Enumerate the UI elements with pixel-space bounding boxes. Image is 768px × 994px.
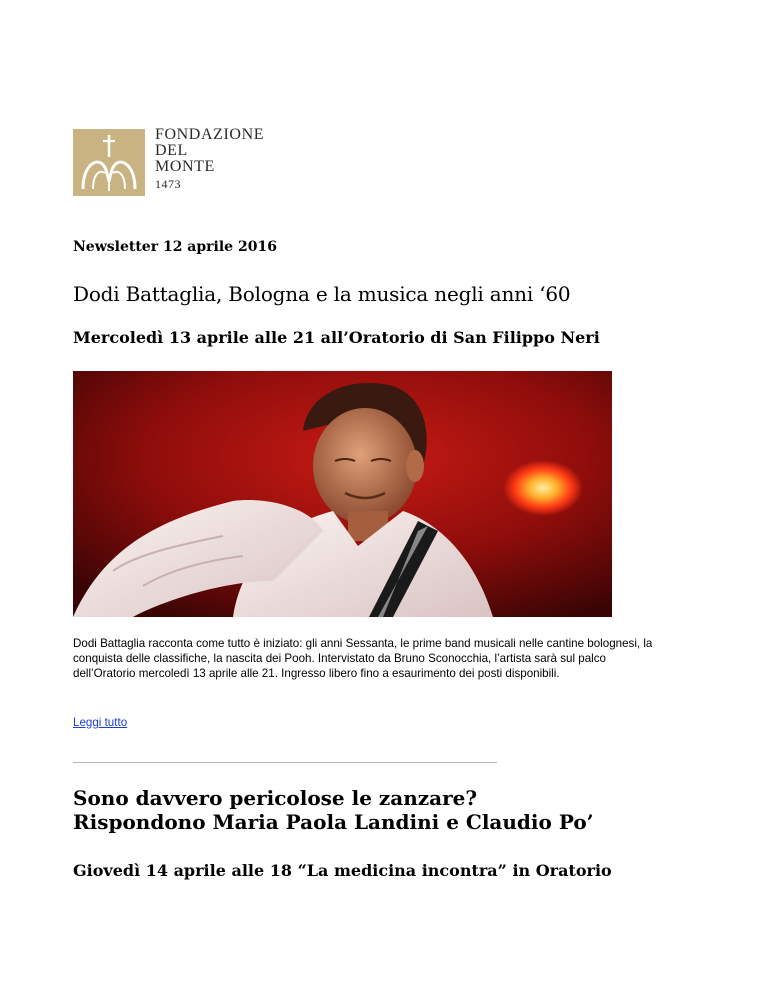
read-more-link[interactable]: Leggi tutto	[73, 716, 128, 729]
logo-year: 1473	[155, 177, 181, 191]
article-2-title-line-1: Sono davvero pericolose le zanzare?	[73, 786, 478, 810]
article-2-subtitle: Giovedì 14 aprile alle 18 “La medicina incontra” in Oratorio	[73, 861, 612, 880]
article-2-title-line-2: Rispondono Maria Paola Landini e Claudio Po’	[73, 810, 594, 834]
article-1-title: Dodi Battaglia, Bologna e la musica negli anni ‘60	[73, 282, 571, 306]
section-divider	[73, 762, 497, 763]
concert-photo	[73, 371, 612, 617]
logo-line-3: MONTE	[155, 158, 215, 175]
logo-wordmark	[155, 127, 264, 193]
newsletter-date: Newsletter 12 aprile 2016	[73, 239, 277, 255]
fondazione-logo	[73, 126, 313, 199]
article-1-body: Dodi Battaglia racconta come tutto è iniziato: gli anni Sessanta, le prime band musicali nelle cantine bolognesi, la conquista delle classifiche, la nascita dei Pooh. Intervistato da Bruno Sconocchia, l’artista sarà sul palco dell’Oratorio mercoledì 13 aprile alle 21. Ingresso libero fino a esaurimento dei posti disponibili.	[73, 637, 653, 680]
logo-emblem-icon	[73, 129, 145, 196]
article-2-title	[73, 786, 594, 834]
logo-line-1: FONDAZIONE	[155, 126, 265, 143]
article-1-subtitle: Mercoledì 13 aprile alle 21 all’Oratorio di San Filippo Neri	[73, 328, 600, 347]
logo-line-2: DEL	[155, 142, 188, 159]
